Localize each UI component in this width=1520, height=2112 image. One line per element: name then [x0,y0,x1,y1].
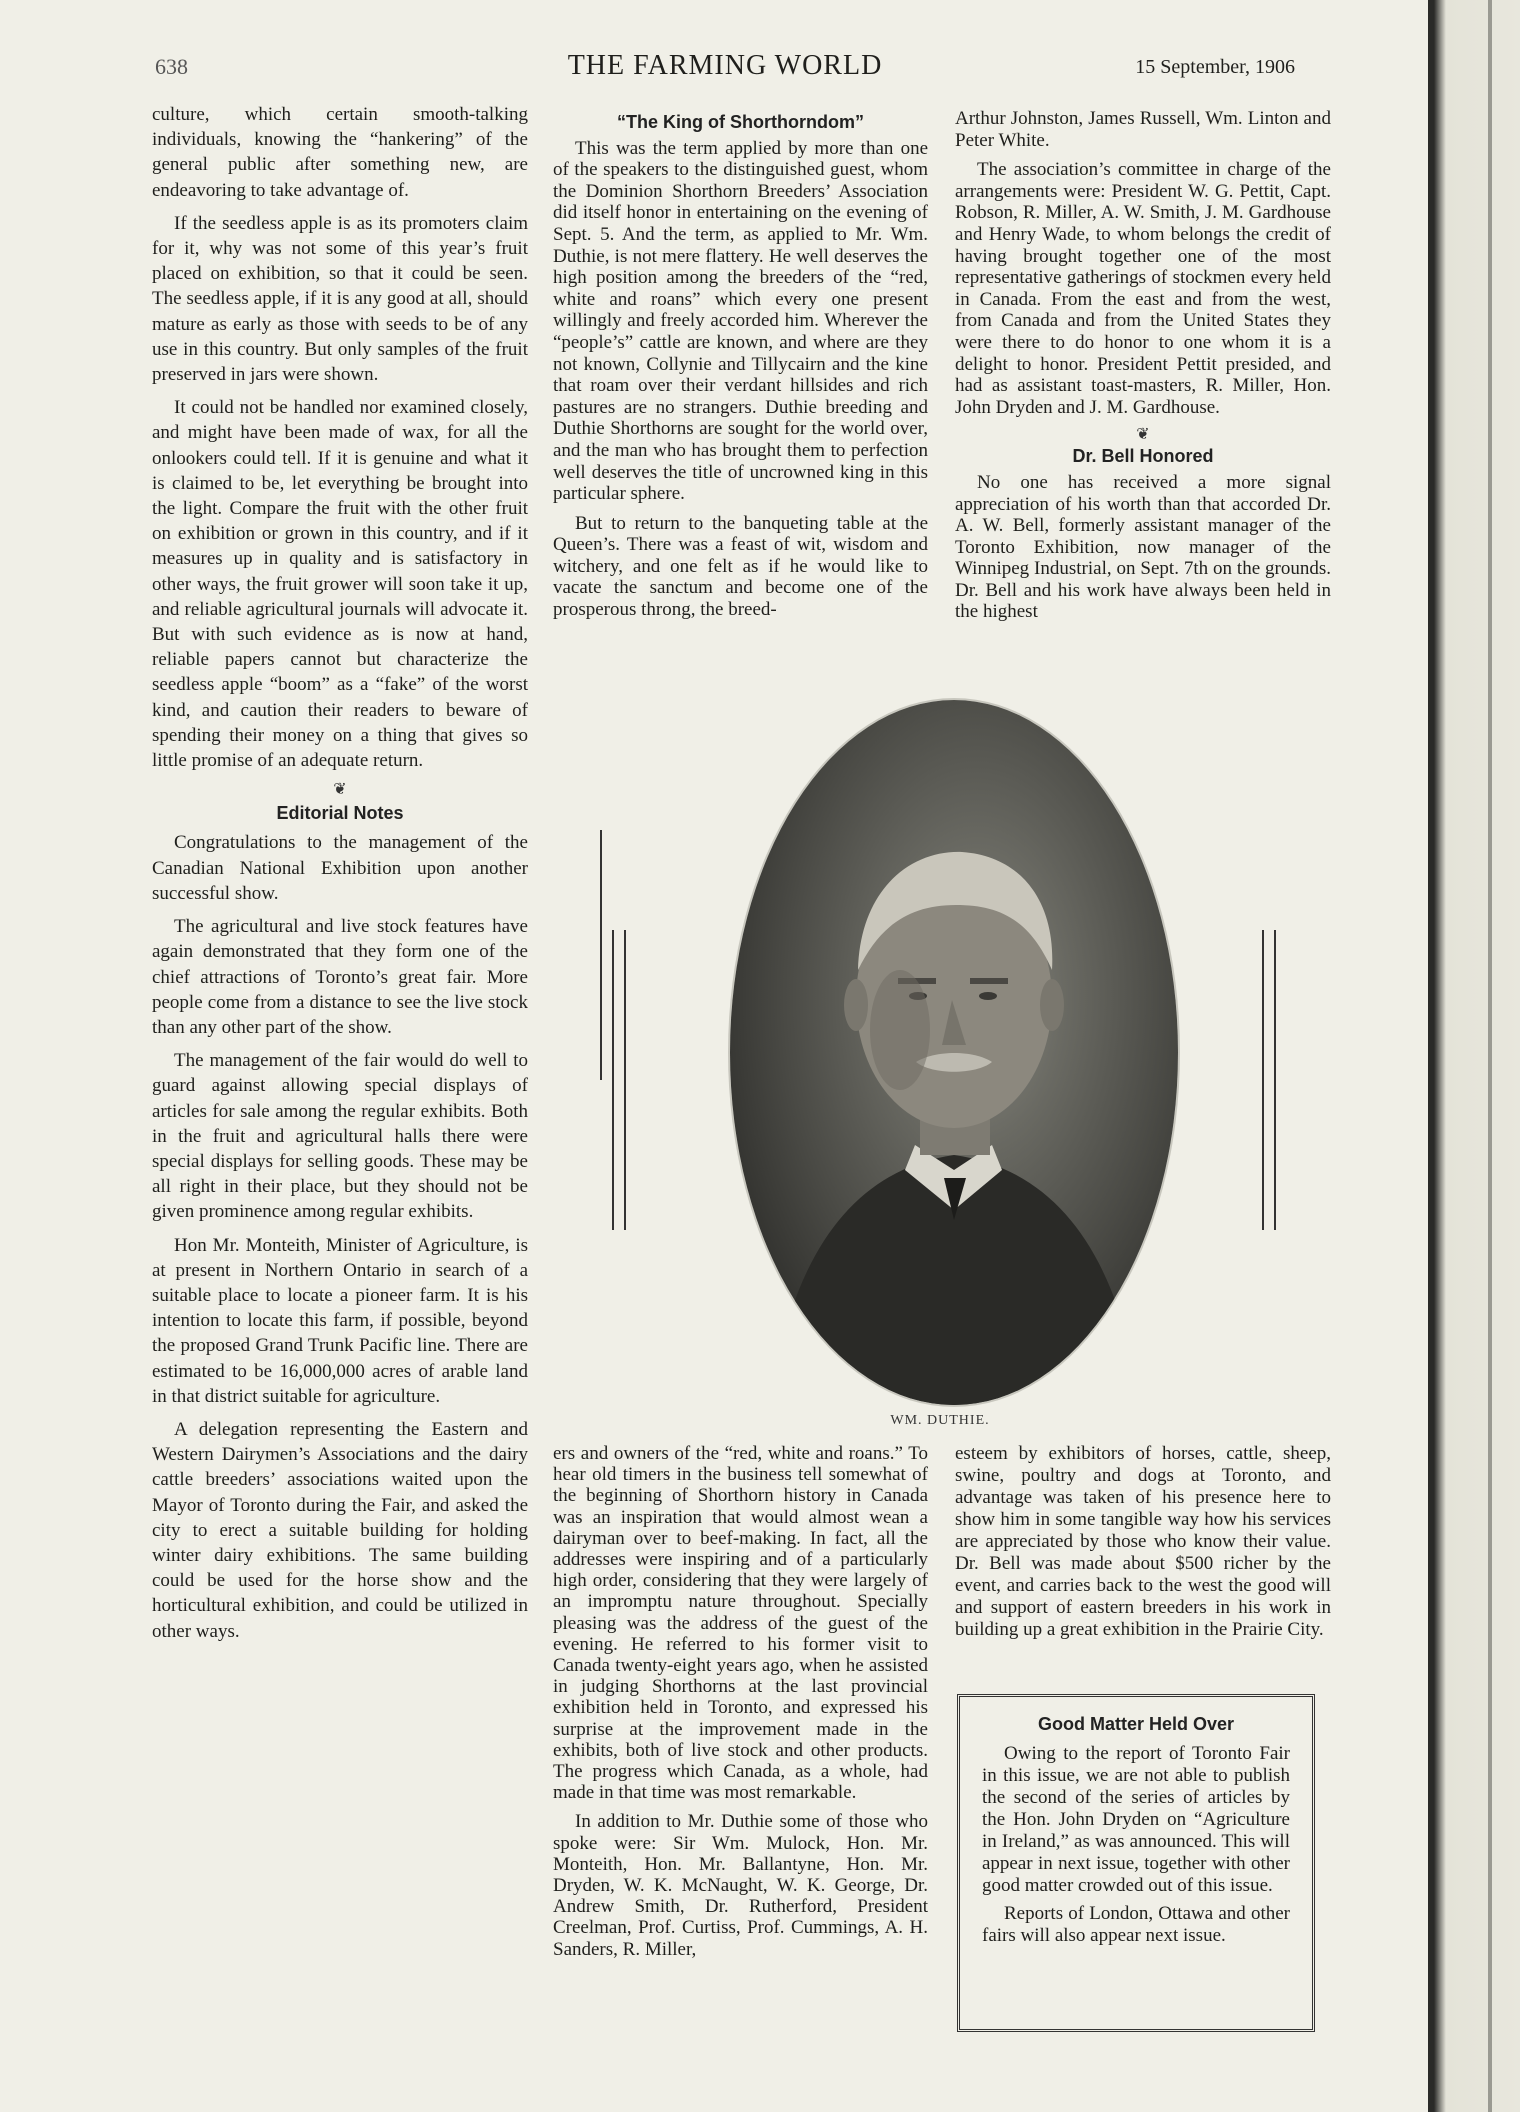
column-right-top [955,108,1331,631]
paragraph: In addition to Mr. Duthie some of those who spoke were: Sir Wm. Mulock, Hon. Mr. Monteith, Hon. Mr. Ballantyne, Hon. Mr. Dryden, W. K. McNaught, W. K. George, Dr. Andrew Smith, Dr. Rutherford, President Creelman, Prof. Curtiss, Prof. Cummings, A. H. Sanders, R. Miller, [553,1811,928,1960]
decorative-rule [600,830,602,1080]
masthead-title: THE FARMING WORLD [567,50,883,81]
paragraph: It could not be handled nor examined closely, and might have been made of wax, for all the onlookers could tell. If it is genuine and what it is claimed to be, let everything be brought into the light. Compare the fruit with the other fruit on exhibition or grown in this country, and if it measures up in quality and is satisfactory in other ways, the fruit grower will soon take it up, and reliable agricultural journals will advocate it. But with such evidence as is now at hand, reliable papers cannot but characterize the seedless apple “boom” as a “fake” of the worst kind, and caution their readers to beware of spending their money on a thing that gives so little promise of an adequate return. [152,397,528,772]
paragraph: Owing to the report of Toronto Fair in this issue, we are not able to publish the second of the series of articles by the Hon. John Dryden on “Agriculture in Ireland,” as was announced. This will appear in next issue, together with other good matter crowded out of this issue. [982,1743,1290,1896]
decorative-rule [1274,930,1276,1230]
paragraph: Congratulations to the management of the Canadian National Exhibition upon another successful show. [152,832,528,904]
issue-date: 15 September, 1906 [1135,56,1295,78]
portrait-image [730,700,1178,1405]
portrait-photo [730,700,1178,1405]
paragraph: The agricultural and live stock features have again demonstrated that they form one of the chief attractions of Toronto’s great fair. More people come from a distance to see the live stock than any other part of the show. [152,916,528,1038]
paragraph: ers and owners of the “red, white and roans.” To hear old timers in the business tell somewhat of the beginning of Shorthorn history in Canada was an inspiration that would almost wean a dairyman over to beef-making. In fact, all the addresses were inspiring and of a particularly high order, considering that they were largely of an impromptu nature throughout. Specially pleasing was the address of the guest of the evening. He referred to his former visit to Canada twenty-eight years ago, when he assisted in judging Shorthorns at the last provincial exhibition held in Toronto, and expressed his surprise at the improvement made in the exhibits, both of live stock and other products. The progress which Canada, as a whole, had made in that time was most remarkable. [553,1443,928,1804]
paragraph: But to return to the banqueting table at the Queen’s. There was a feast of wit, wisdom and witchery, and one felt as if he would like to vacate the sanctum and become one of the prosperous throng, the breed- [553,512,928,621]
paragraph: esteem by exhibitors of horses, cattle, sheep, swine, poultry and dogs at Toronto, and advantage was taken of his presence here to show him in some tangible way how his services are appreciated by those who know their value. Dr. Bell was made about $500 richer by the event, and carries back to the west the good will and support of eastern breeders in his work in building up a great exhibition in the Prairie City. [955,1443,1331,1640]
paragraph: A delegation representing the Eastern and Western Dairymen’s Associations and the dairy cattle breeders’ associations waited upon the Mayor of Toronto during the Fair, and asked the city to erect a suitable building for holding winter dairy exhibitions. The same building could be used for the horse show and the horticultural exhibition, and could be utilized in other ways. [152,1418,528,1642]
decorative-rule [624,930,626,1230]
adjacent-page-edge [1428,0,1520,2112]
paragraph: culture, which certain smooth-talking individuals, knowing the “hankering” of the general public after something new, are endeavoring to take advantage of. [152,104,528,201]
paragraph: Arthur Johnston, James Russell, Wm. Linton and Peter White. [955,108,1331,151]
paragraph: The association’s committee in charge of the arrangements were: President W. G. Pettit, Capt. Robson, R. Miller, A. W. Smith, J. M. Gardhouse and Henry Wade, to whom belongs the credit of having brought together one of the most representative gatherings of stockmen every held in Canada. From the east and from the west, from Canada and from the United States they were there to do honor to one whom it is a delight to honor. President Pettit presided, and had as assistant toast-masters, R. Miller, Hon. John Dryden and J. M. Gardhouse. [955,159,1331,418]
column-right-bottom [955,1443,1331,1649]
portrait-figure [600,700,1280,1430]
paragraph: If the seedless apple is as its promoters claim for it, why was not some of this year’s fruit placed on exhibition, so that it could be seen. The seedless apple, if it is any good at all, should mature as early as those with seeds to be of any use in this country. But only samples of the fruit preserved in jars were shown. [152,212,528,386]
column-middle-top [553,110,928,629]
paragraph: No one has received a more signal appreciation of his worth than that accorded Dr. A. W. Bell, formerly assistant manager of the Toronto Exhibition, now manager of the Winnipeg Industrial, on Sept. 7th on the grounds. Dr. Bell and his work have always been held in the highest [955,471,1331,623]
page-edge-rule [1488,0,1492,2112]
column-middle-bottom [553,1443,928,1968]
good-matter-held-over-heading: Good Matter Held Over [1037,1714,1235,1734]
column-left [152,102,528,1652]
portrait-caption: WM. DUTHIE. [890,1413,990,1428]
decorative-rule [612,930,614,1230]
notice-box [957,1694,1315,2032]
paragraph: This was the term applied by more than one of the speakers to the distinguished guest, whom the Dominion Shorthorn Breeders’ Association did itself honor in entertaining on the evening of Sept. 5. And the term, as applied to Mr. Wm. Duthie, is not mere flattery. He well deserves the high position among the breeders of the “red, white and roans” which every one present willingly and freely accorded him. Wherever the “people’s” cattle are known, and where are they not known, Collynie and Tillycairn and the kine that roam over their verdant hillsides and rich pastures are no strangers. Duthie breeding and Duthie Shorthorns are sought for the world over, and the man who has brought them to perfection well deserves the title of uncrowned king in this particular sphere. [553,137,928,505]
paragraph: The management of the fair would do well to guard against allowing special displays of articles for sale among the regular exhibits. Both in the fruit and agricultural halls there were special displays for selling goods. These may be all right in their place, but they should not be given prominence among regular exhibits. [152,1050,528,1223]
editorial-notes-heading: Editorial Notes [276,803,404,824]
paragraph: Hon Mr. Monteith, Minister of Agriculture, is at present in Northern Ontario in search of a suitable place to locate a pioneer farm. It is his intention to locate this farm, if possible, beyond the proposed Grand Trunk Pacific line. There are estimated to be 16,000,000 acres of arable land in that district suitable for agriculture. [152,1234,528,1407]
page-header [155,50,1295,90]
ornament-icon: ❦ [1136,426,1150,444]
king-of-shorthorndom-heading: “The King of Shorthorndom” [617,112,864,132]
ornament-icon: ❦ [333,781,347,799]
dr-bell-honored-heading: Dr. Bell Honored [1072,446,1214,467]
decorative-rule [1262,930,1264,1230]
paragraph: Reports of London, Ottawa and other fairs will also appear next issue. [982,1903,1290,1946]
page-number: 638 [155,54,188,79]
